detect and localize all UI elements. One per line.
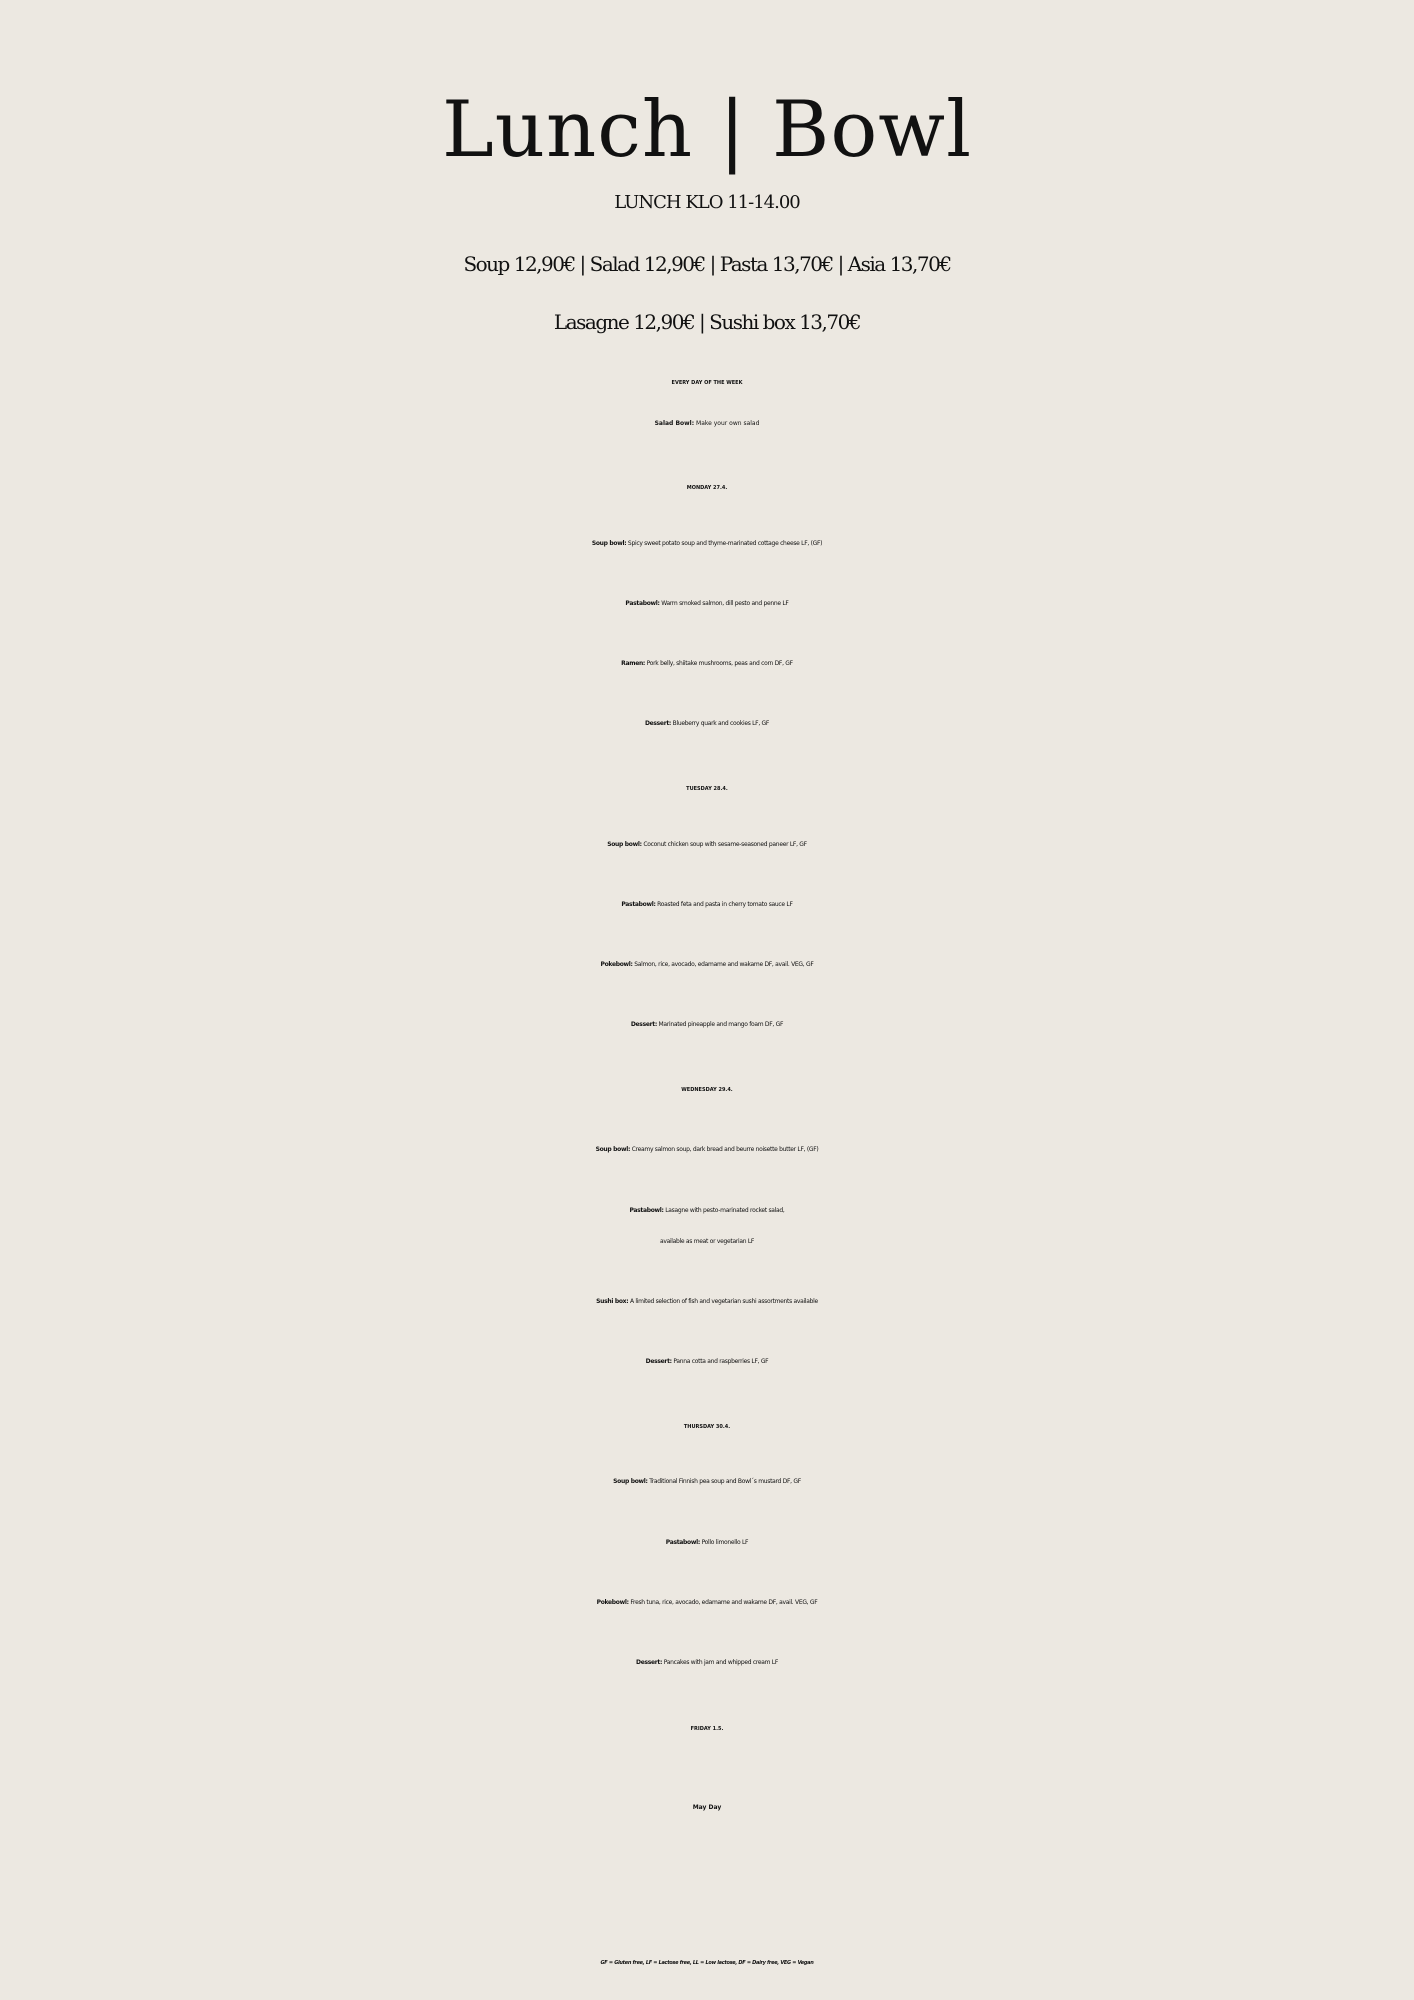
menu-item-text: Creamy salmon soup, dark bread and beurre noisette butter LF, (GF) xyxy=(630,1146,819,1153)
menu-item-text: Roasted feta and pasta in cherry tomato sauce LF xyxy=(655,901,793,908)
menu-item-text: Pancakes with jam and whipped cream LF xyxy=(662,1659,778,1666)
menu-item xyxy=(0,1527,1414,1558)
menu-item-label: Dessert: xyxy=(636,1659,663,1666)
day-heading-thursday: THURSDAY 30.4. xyxy=(683,1424,731,1430)
menu-item xyxy=(0,528,1414,559)
menu-item xyxy=(0,889,1414,920)
menu-item-text: Pork belly, shiitake mushrooms, peas and corn DF, GF xyxy=(645,660,793,667)
menu-item-text: Warm smoked salmon, dill pesto and penne LF xyxy=(659,600,789,607)
day-heading-friday: FRIDAY 1.5. xyxy=(690,1726,724,1732)
every-day-text: Make your own salad xyxy=(694,420,760,427)
menu-item-label: Sushi box: xyxy=(596,1298,629,1305)
menu-item-label: Pastabowl: xyxy=(629,1207,664,1214)
menu-item-text: Traditional Finnish pea soup and Bowl´s mustard DF, GF xyxy=(647,1478,801,1485)
menu-item xyxy=(0,588,1414,619)
every-day-heading: EVERY DAY OF THE WEEK xyxy=(671,380,743,386)
menu-item-label: Dessert: xyxy=(630,1021,657,1028)
menu-item xyxy=(0,1346,1414,1377)
menu-item-text: Marinated pineapple and mango foam DF, GF xyxy=(656,1021,784,1028)
page-title: Lunch | Bowl xyxy=(441,85,973,175)
menu-item xyxy=(0,648,1414,679)
menu-item xyxy=(0,1134,1414,1165)
menu-item xyxy=(0,1286,1414,1317)
menu-item-text: Lasagne with pesto-marinated rocket salad, xyxy=(663,1207,785,1214)
day-heading-tuesday: TUESDAY 28.4. xyxy=(686,786,728,792)
menu-item xyxy=(0,1195,1414,1257)
menu-item-label: Dessert: xyxy=(644,720,672,727)
every-day-label: Salad Bowl: xyxy=(654,420,695,427)
menu-item-label: Soup bowl: xyxy=(607,841,642,848)
menu-item-label: Soup bowl: xyxy=(591,540,627,547)
menu-item-label: Pokebowl: xyxy=(600,961,633,968)
menu-item-text: Spicy sweet potato soup and thyme-marinated cottage cheese LF, (GF) xyxy=(626,540,823,547)
price-list-line-1: Soup 12,90€ | Salad 12,90€ | Pasta 13,70€ | Asia 13,70€ xyxy=(463,252,951,276)
menu-item-text: Salmon, rice, avocado, edamame and wakame DF, avail. VEG, GF xyxy=(632,961,814,968)
day-heading-wednesday: WEDNESDAY 29.4. xyxy=(681,1087,733,1093)
menu-item xyxy=(0,949,1414,980)
allergen-legend: GF = Gluten free, LF = Lactose free, LL = Low lactose, DF = Dairy free, VEG = Vegan xyxy=(600,1960,814,1966)
menu-item-label: Dessert: xyxy=(645,1358,672,1365)
menu-item-label: Pastabowl: xyxy=(621,901,656,908)
day-heading-monday: MONDAY 27.4. xyxy=(686,485,728,491)
lunch-hours: LUNCH KLO 11-14.00 xyxy=(614,192,800,213)
menu-item-text: Blueberry quark and cookies LF, GF xyxy=(671,720,770,727)
menu-item xyxy=(0,829,1414,860)
menu-item-label: Pastabowl: xyxy=(665,1539,700,1546)
menu-item-text: Fresh tuna, rice, avocado, edamame and wakame DF, avail. VEG, GF xyxy=(628,1599,818,1606)
menu-item-text: Coconut chicken soup with sesame-seasoned paneer LF, GF xyxy=(641,841,807,848)
menu-item-text: Panna cotta and raspberries LF, GF xyxy=(671,1358,769,1365)
menu-item-label: Pokebowl: xyxy=(596,1599,629,1606)
menu-item xyxy=(0,708,1414,739)
menu-item xyxy=(0,1587,1414,1618)
menu-item-label: Soup bowl: xyxy=(613,1478,648,1485)
menu-item-text: A limited selection of fish and vegetarian sushi assortments available xyxy=(628,1298,818,1305)
menu-item-text: Pollo limonello LF xyxy=(699,1539,749,1546)
menu-item-text-line2: available as meat or vegetarian LF xyxy=(659,1238,755,1245)
menu-item-label: Ramen: xyxy=(621,660,646,667)
menu-item xyxy=(0,1647,1414,1678)
price-list-line-2: Lasagne 12,90€ | Sushi box 13,70€ xyxy=(553,310,861,334)
menu-item-label: Pastabowl: xyxy=(625,600,660,607)
menu-item xyxy=(0,1466,1414,1497)
menu-item xyxy=(0,1009,1414,1040)
every-day-item xyxy=(0,406,1414,442)
holiday-note: May Day xyxy=(692,1804,722,1811)
menu-item-label: Soup bowl: xyxy=(595,1146,631,1153)
